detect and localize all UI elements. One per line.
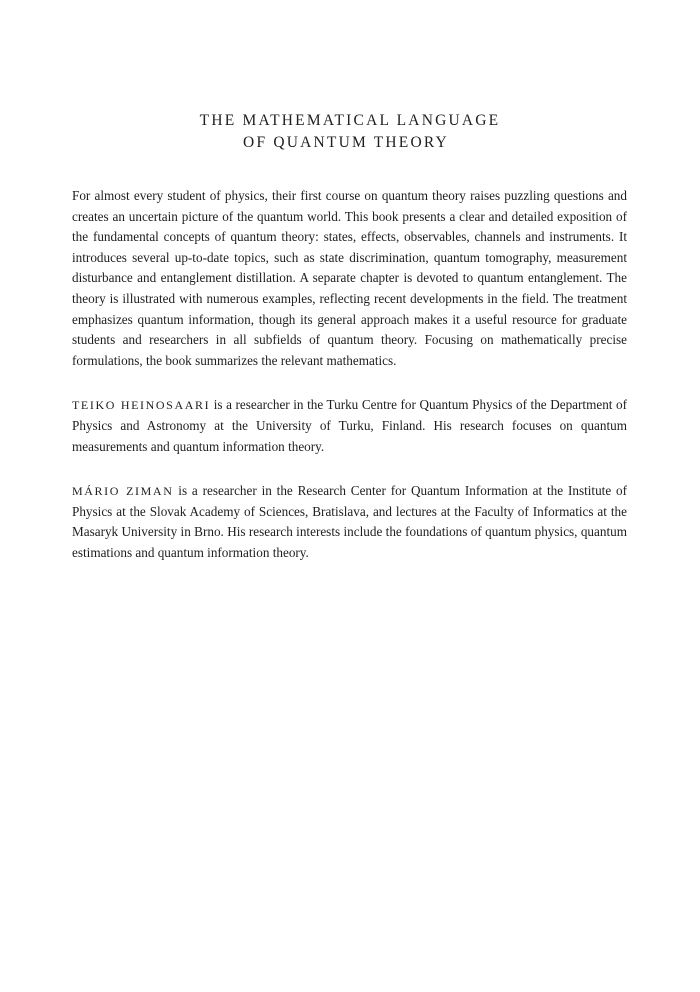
- author-bio-text-ziman: is a researcher in the Research Center for Quantum Information at the Institute of Physics at the Slovak Academy of Sciences, Bratislava, and lectures at the Faculty of Informatics at the Masaryk University in Brno. His research interests include the foundations of quantum physics, quantum estimations and quantum information theory.: [72, 483, 627, 560]
- page-content: [72, 186, 627, 588]
- book-title-line-2: OF QUANTUM THEORY: [243, 134, 449, 151]
- author-bio-ziman: [72, 481, 627, 563]
- author-name-ziman: MÁRIO ZIMAN: [72, 484, 174, 499]
- book-description: For almost every student of physics, their first course on quantum theory raises puzzling questions and creates an uncertain picture of the quantum world. This book presents a clear and detailed exposition of the fundamental concepts of quantum theory: states, effects, observables, channels and instruments. It introduces several up-to-date topics, such as state discrimination, quantum tomography, measurement disturbance and entanglement distillation. A separate chapter is devoted to quantum entanglement. The theory is illustrated with numerous examples, reflecting recent developments in the field. The treatment emphasizes quantum information, though its general approach makes it a useful resource for graduate students and researchers in all subfields of quantum theory. Focusing on mathematically precise formulations, the book summarizes the relevant mathematics.: [72, 188, 627, 368]
- author-name-heinosaari: TEIKO HEINOSAARI: [72, 398, 211, 413]
- author-bio-text-heinosaari: is a researcher in the Turku Centre for Quantum Physics of the Department of Physics and Astronomy at the University of Turku, Finland. His research focuses on quantum measurements and quantum information theory.: [72, 397, 627, 454]
- book-title: [0, 110, 700, 154]
- author-bio-heinosaari: [72, 395, 627, 457]
- book-title-line-1: THE MATHEMATICAL LANGUAGE: [199, 112, 501, 129]
